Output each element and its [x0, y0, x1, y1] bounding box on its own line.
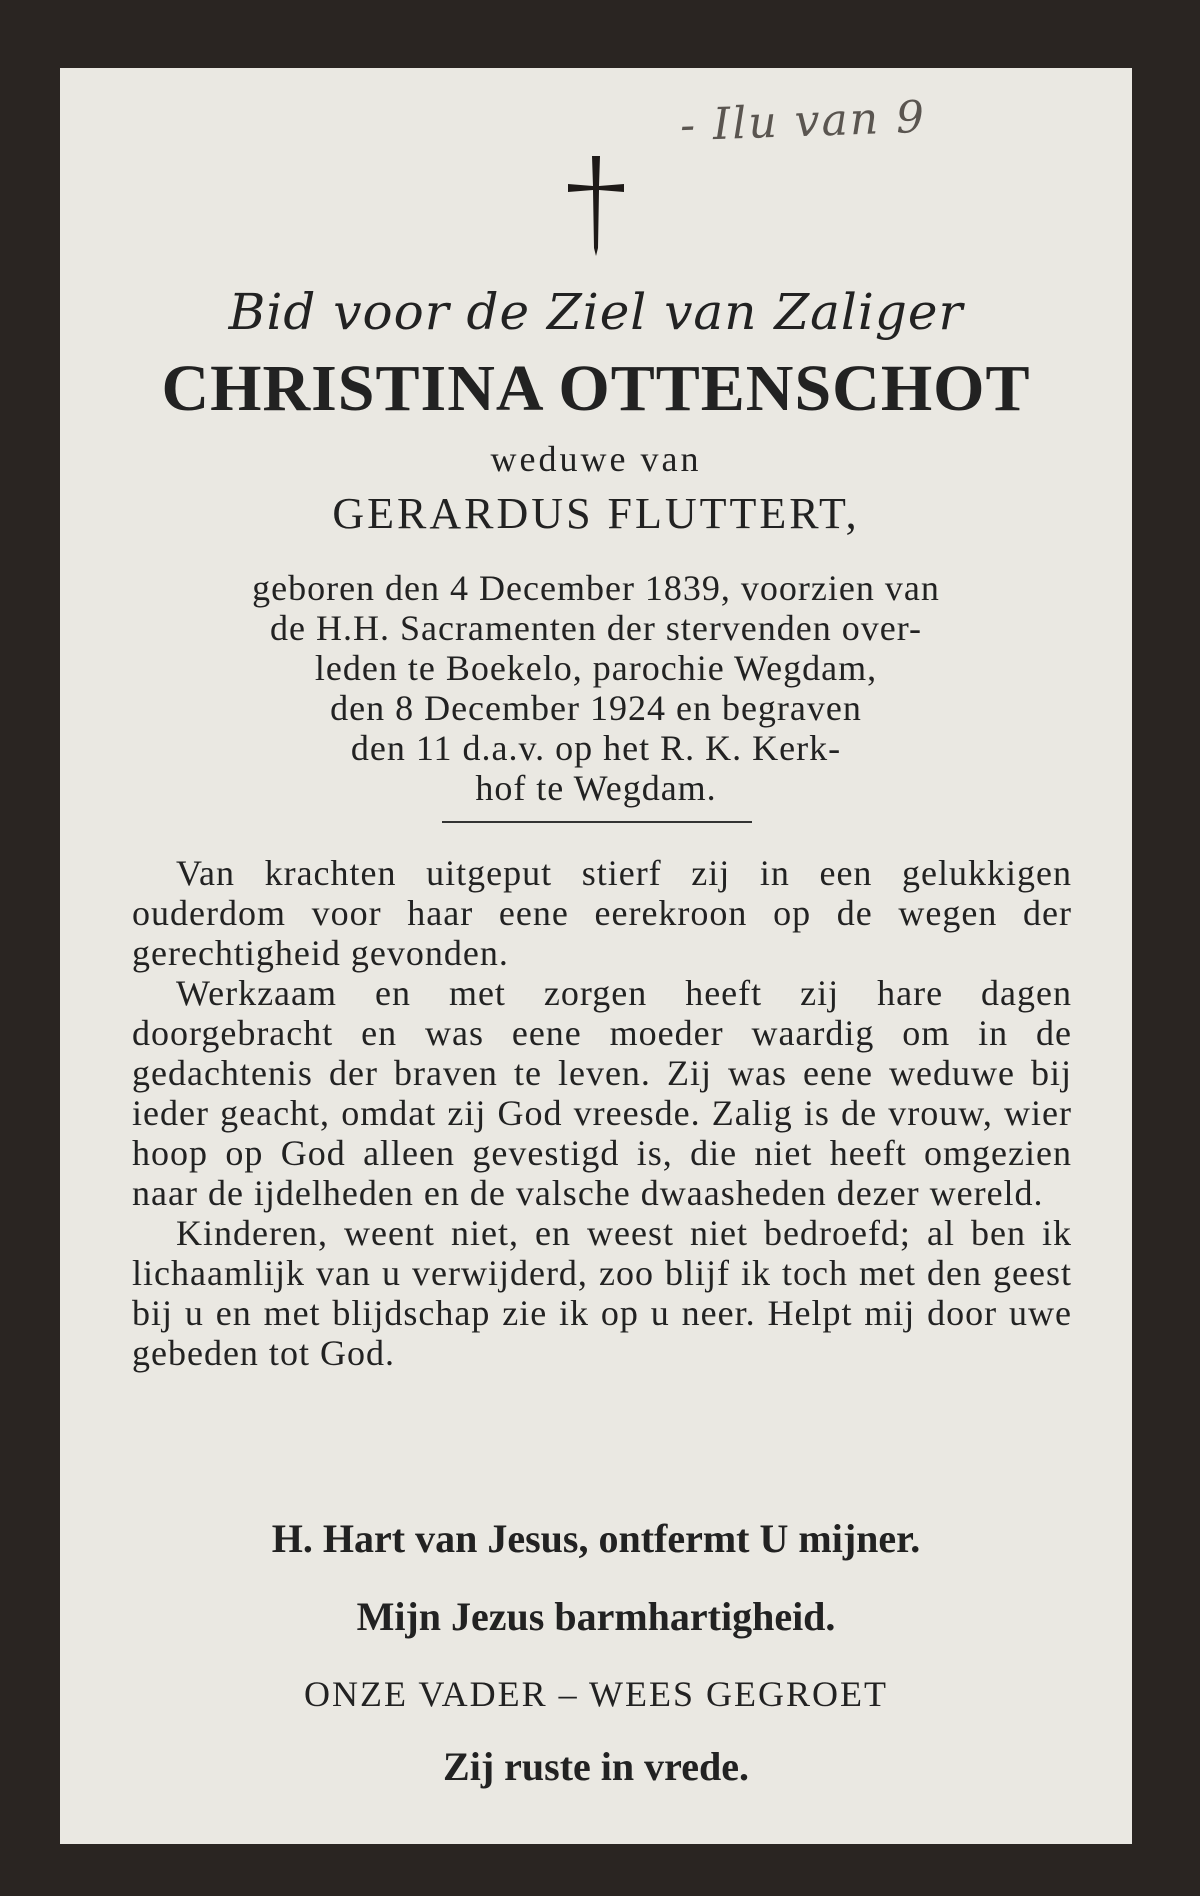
life-details	[60, 568, 1132, 808]
details-line: den 11 d.a.v. op het R. K. Kerk-	[350, 728, 842, 768]
eulogy-paragraph: Werkzaam en met zorgen heeft zij hare dagen doorgebracht en was eene moeder waardig om in de gedachtenis der braven te leven. Zij was eene weduwe bij ieder geacht, omdat zij God vreesde. Zalig is de vrouw, wier hoop op God alleen gevestigd is, die niet heeft omgezien naar de ijdelheden en de valsche dwaasheden dezer wereld.	[132, 973, 1072, 1213]
prayer-line: ONZE VADER – WEES GEGROET	[304, 1674, 888, 1714]
eulogy-text	[132, 853, 1072, 1373]
widow-label: weduwe van	[490, 439, 702, 479]
intro-line: Bid voor de Ziel van Zaliger	[228, 283, 964, 341]
deceased-name: CHRISTINA OTTENSCHOT	[161, 352, 1031, 425]
eulogy-paragraph: Van krachten uitgeput stierf zij in een gelukkigen ouderdom voor haar eene eerekroon op de wegen der gerechtigheid gevonden.	[132, 853, 1072, 973]
husband-name: GERARDUS FLUTTERT,	[332, 489, 860, 538]
details-line: den 8 December 1924 en begraven	[330, 688, 862, 728]
prayer-line: H. Hart van Jesus, ontfermt U mijner.	[271, 1516, 921, 1561]
details-line: de H.H. Sacramenten der stervenden over-	[269, 608, 923, 648]
prayer-line: Mijn Jezus barmhartigheid.	[356, 1594, 836, 1639]
divider	[442, 821, 752, 823]
eulogy-paragraph: Kinderen, weent niet, en weest niet bedroefd; al ben ik lichaamlijk van u verwijderd, zoo blijf ik toch met den geest bij u en met blijdschap zie ik op u neer. Helpt mij door uwe gebeden tot God.	[132, 1213, 1072, 1373]
handwritten-note: - Ilu van 9	[679, 91, 927, 152]
rest-in-peace: Zij ruste in vrede.	[443, 1744, 749, 1789]
details-line: hof te Wegdam.	[475, 768, 717, 808]
details-line: leden te Boekelo, parochie Wegdam,	[314, 648, 878, 688]
details-line: geboren den 4 December 1839, voorzien van	[252, 568, 940, 608]
cross-icon	[568, 156, 624, 256]
memorial-card	[60, 68, 1132, 1844]
